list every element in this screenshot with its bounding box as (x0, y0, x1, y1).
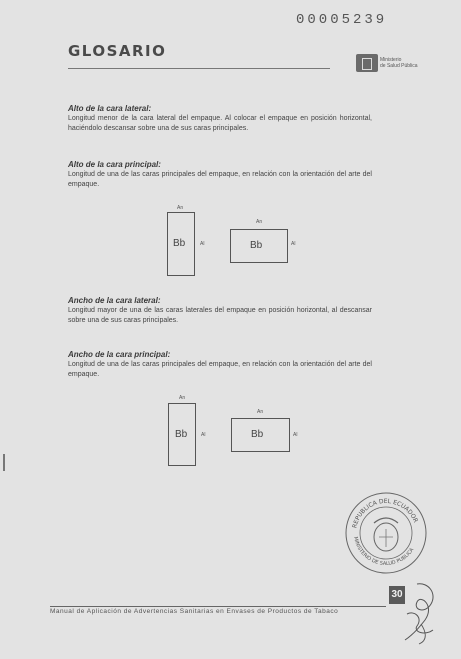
entry-body: Longitud de una de las caras principales del empaque, en relación con la orientación del arte del empaque. (68, 171, 372, 188)
package-label: Bb (251, 429, 264, 440)
entry-heading: Alto de la cara lateral: (68, 104, 152, 113)
package-label: Bb (173, 238, 186, 249)
package-label: Bb (250, 240, 263, 251)
document-number: 00005239 (296, 12, 388, 28)
page-number-badge: 30 (389, 586, 405, 604)
ministry-logo-text: Ministerio de Salud Pública (380, 57, 418, 69)
height-label: Al (200, 241, 205, 247)
title-divider (68, 68, 330, 69)
seal-top-text: REPUBLICA DEL ECUADOR (351, 497, 419, 529)
entry-heading: Ancho de la cara lateral: (68, 296, 161, 305)
width-label: An (256, 219, 263, 225)
entry-heading: Alto de la cara principal: (68, 160, 161, 169)
official-seal-icon (343, 491, 429, 575)
width-label: An (179, 395, 186, 401)
footer-text: Manual de Aplicación de Advertencias Sanitarias en Envases de Productos de Tabaco (50, 608, 339, 615)
page-title: GLOSARIO (68, 42, 167, 60)
entry-body: Longitud menor de la cara lateral del empaque. Al colocar el empaque en posición horizontal, haciéndolo descansar sobre una de sus caras principales. (68, 115, 372, 132)
handwritten-signature-icon (395, 580, 441, 646)
entry-body: Longitud mayor de una de las caras laterales del empaque en posición horizontal, al descansar sobre una de sus caras principales. (68, 307, 372, 324)
glossary-entry (68, 160, 372, 190)
width-label: An (177, 205, 184, 211)
entry-body: Longitud de una de las caras principales del empaque, en relación con la orientación del arte del empaque. (68, 361, 372, 378)
height-label: Al (293, 432, 298, 438)
seal-bottom-text: MINISTERIO DE SALUD PUBLICA (352, 536, 416, 568)
ministry-logo-icon (356, 54, 378, 72)
binder-mark (3, 454, 5, 471)
width-label: An (257, 409, 264, 415)
footer-divider (50, 606, 386, 607)
entry-heading: Ancho de la cara principal: (68, 350, 171, 359)
height-label: Al (291, 241, 296, 247)
glossary-entry (68, 296, 372, 326)
svg-text:MINISTERIO DE SALUD PUBLICA (352, 536, 415, 567)
glossary-entry (68, 104, 372, 134)
package-label: Bb (175, 429, 188, 440)
height-label: Al (201, 432, 206, 438)
glossary-entry (68, 350, 372, 380)
